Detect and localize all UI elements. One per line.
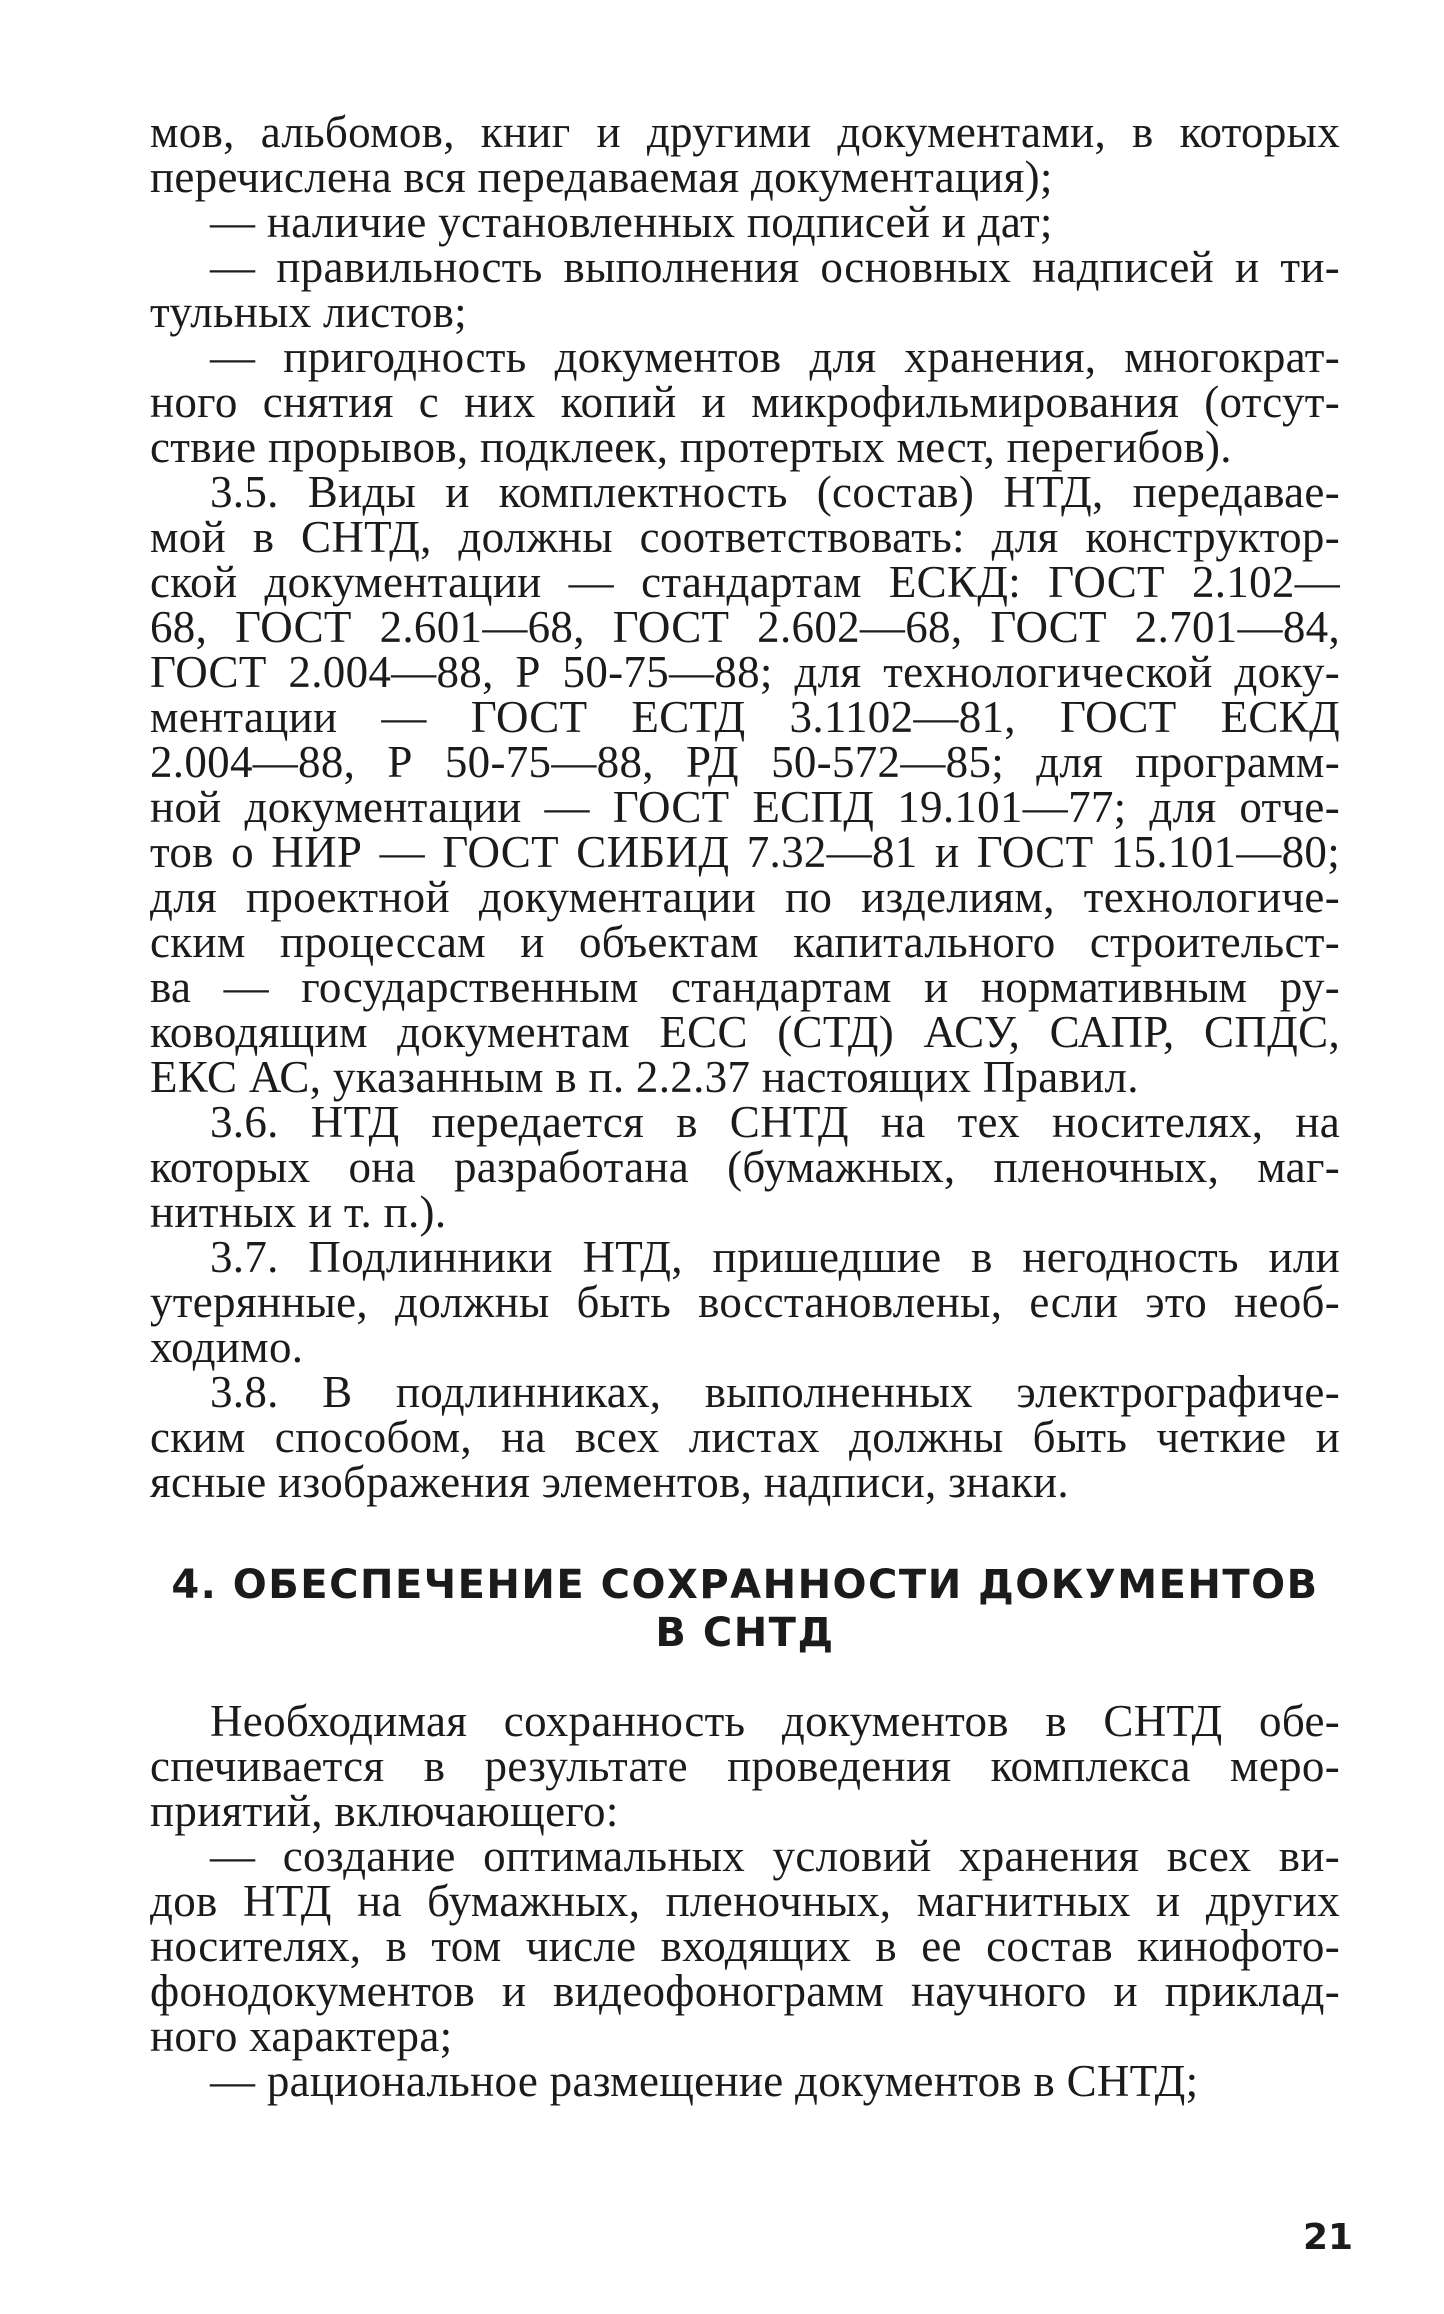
- text-line: Необходимая сохранность документов в СНТД обе-: [210, 1696, 1340, 1746]
- text-line: мов, альбомов, книг и другими документами, в которых: [150, 107, 1340, 157]
- text-line: фонодокументов и видеофонограмм научного и приклад-: [150, 1966, 1340, 2016]
- text-line: ного характера;: [150, 2011, 453, 2061]
- text-line: 3.5. Виды и комплектность (состав) НТД, передавае-: [210, 467, 1340, 517]
- text-line: спечивается в результате проведения комплекса меро-: [150, 1741, 1340, 1791]
- paragraph-3-5: [150, 467, 1340, 1102]
- text-line: мой в СНТД, должны соответствовать: для конструктор-: [150, 512, 1340, 562]
- list-item-signatures: [150, 197, 1340, 247]
- text-line: — правильность выполнения основных надписей и ти-: [210, 242, 1340, 292]
- paragraph-continuation: [150, 107, 1340, 202]
- text-line: ским способом, на всех листах должны быть четкие и: [150, 1412, 1340, 1462]
- list-item-suitability: [150, 332, 1340, 472]
- text-line: ной документации — ГОСТ ЕСПД 19.101—77; для отче-: [150, 782, 1340, 832]
- text-line: 3.6. НТД передается в СНТД на тех носителях, на: [210, 1097, 1340, 1147]
- text-line: ской документации — стандартам ЕСКД: ГОСТ 2.102—: [150, 557, 1340, 607]
- text-line: нитных и т. п.).: [150, 1187, 447, 1237]
- text-line: ясные изображения элементов, надписи, знаки.: [150, 1457, 1069, 1507]
- list-item-storage-conditions: [150, 1831, 1340, 2061]
- text-line: ва — государственным стандартам и нормативным ру-: [150, 962, 1340, 1012]
- text-line: утерянные, должны быть восстановлены, если это необ-: [150, 1277, 1340, 1327]
- text-line: 3.8. В подлинниках, выполненных электрографиче-: [210, 1367, 1340, 1417]
- text-line: 68, ГОСТ 2.601—68, ГОСТ 2.602—68, ГОСТ 2.701—84,: [150, 602, 1340, 652]
- section-heading: [150, 1561, 1340, 1657]
- text-line: 3.7. Подлинники НТД, пришедшие в негодность или: [210, 1232, 1340, 1282]
- paragraph-3-6: [150, 1097, 1340, 1237]
- page-number: 21: [1303, 2217, 1354, 2258]
- text-line: приятий, включающего:: [150, 1786, 619, 1836]
- text-line: перечислена вся передаваемая документация);: [150, 152, 1053, 202]
- text-line: ментации — ГОСТ ЕСТД 3.1102—81, ГОСТ ЕСКД: [150, 692, 1340, 742]
- text-line: ходимо.: [150, 1322, 304, 1372]
- text-line: тов о НИР — ГОСТ СИБИД 7.32—81 и ГОСТ 15.101—80;: [150, 827, 1340, 877]
- list-item-inscriptions: [150, 242, 1340, 337]
- text-line: 2.004—88, Р 50-75—88, РД 50-572—85; для программ-: [150, 737, 1340, 787]
- section-heading-line: В СНТД: [655, 1610, 835, 1656]
- text-line: ководящим документам ЕСС (СТД) АСУ, САПР, СПДС,: [150, 1007, 1340, 1057]
- text-line: дов НТД на бумажных, пленочных, магнитных и других: [150, 1876, 1340, 1926]
- paragraph-section4-intro: [150, 1696, 1340, 1836]
- paragraph-3-8: [150, 1367, 1340, 1507]
- text-line: которых она разработана (бумажных, пленочных, маг-: [150, 1142, 1340, 1192]
- text-line: — рациональное размещение документов в СНТД;: [210, 2056, 1199, 2106]
- text-line: носителях, в том числе входящих в ее состав кинофото-: [150, 1921, 1340, 1971]
- text-line: тульных листов;: [150, 287, 467, 337]
- text-line: ским процессам и объектам капитального строительст-: [150, 917, 1340, 967]
- text-line: — создание оптимальных условий хранения всех ви-: [210, 1831, 1340, 1881]
- text-line: ного снятия с них копий и микрофильмирования (отсут-: [150, 377, 1340, 427]
- text-line: ГОСТ 2.004—88, Р 50-75—88; для технологической доку-: [150, 647, 1340, 697]
- text-line: ствие прорывов, подклеек, протертых мест, перегибов).: [150, 422, 1232, 472]
- text-line: — наличие установленных подписей и дат;: [210, 197, 1053, 247]
- text-line: ЕКС АС, указанным в п. 2.2.37 настоящих Правил.: [150, 1052, 1139, 1102]
- text-line: для проектной документации по изделиям, технологиче-: [150, 872, 1340, 922]
- list-item-placement: [150, 2056, 1340, 2106]
- text-line: — пригодность документов для хранения, многократ-: [210, 332, 1340, 382]
- paragraph-3-7: [150, 1232, 1340, 1372]
- document-page: [150, 107, 1340, 2106]
- section-heading-line: 4. ОБЕСПЕЧЕНИЕ СОХРАННОСТИ ДОКУМЕНТОВ: [171, 1562, 1319, 1608]
